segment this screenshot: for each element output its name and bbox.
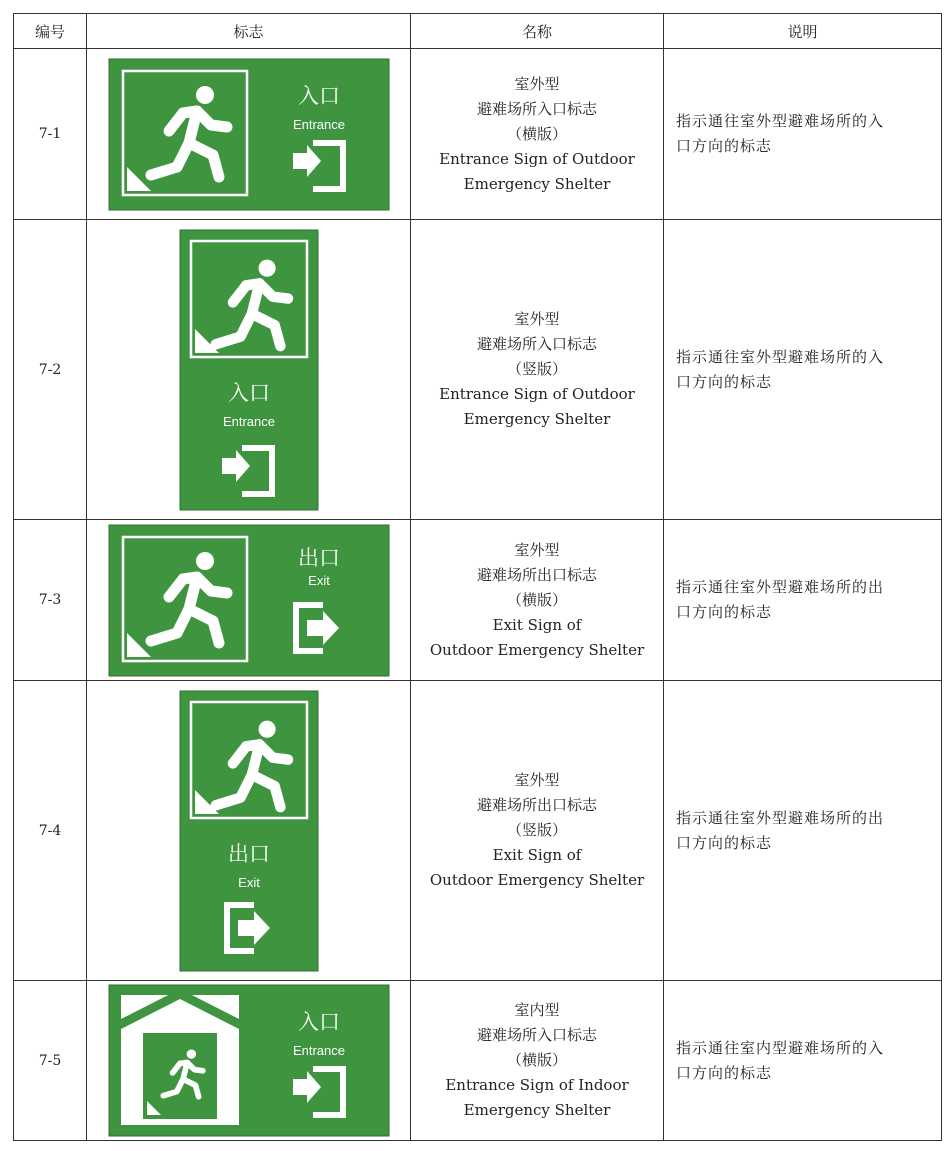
name-line: Exit Sign of xyxy=(492,615,582,634)
entrance-sign-vertical xyxy=(178,228,320,512)
row-sign-cell xyxy=(87,220,411,520)
description-line: 口方向的标志 xyxy=(676,1063,773,1082)
name-line: Emergency Shelter xyxy=(463,1101,611,1119)
name-line: 室内型 xyxy=(514,1001,560,1019)
description-line: 指示通往室外型避难场所的出 xyxy=(676,808,885,827)
name-line: 避难场所入口标志 xyxy=(476,335,597,353)
row-name-cell xyxy=(411,981,664,1141)
row-code: 7-1 xyxy=(14,49,87,220)
row-name-cell xyxy=(411,520,664,681)
row-sign-cell xyxy=(87,49,411,220)
header-desc: 说明 xyxy=(664,14,942,49)
name-line: （横版） xyxy=(506,124,567,143)
description-line: 口方向的标志 xyxy=(676,137,773,155)
row-name-cell xyxy=(411,220,664,520)
exit-sign-vertical xyxy=(178,689,320,973)
name-line: 避难场所入口标志 xyxy=(476,99,597,118)
header-code: 编号 xyxy=(14,14,87,49)
name-line: Outdoor Emergency Shelter xyxy=(429,640,645,659)
name-line: Emergency Shelter xyxy=(463,174,611,193)
sign-title-en: Entrance xyxy=(222,413,275,429)
sign-title-cn: 入口 xyxy=(297,1010,340,1034)
row-description-cell xyxy=(664,220,942,520)
sign-title-en: Entrance xyxy=(292,1043,345,1058)
name-line: （竖版） xyxy=(506,821,567,839)
table-row xyxy=(14,220,942,520)
name-line: Exit Sign of xyxy=(492,846,582,864)
table-row xyxy=(14,681,942,981)
row-sign-cell xyxy=(87,520,411,681)
name-line: （竖版） xyxy=(506,360,567,378)
header-row xyxy=(14,14,942,49)
sign-title-cn: 入口 xyxy=(297,83,340,108)
description-line: 口方向的标志 xyxy=(676,372,773,391)
description-line: 口方向的标志 xyxy=(676,833,773,852)
row-code: 7-4 xyxy=(14,681,87,981)
sign-title-cn: 出口 xyxy=(227,841,270,866)
header-name: 名称 xyxy=(411,14,664,49)
row-description-cell xyxy=(664,520,942,681)
name-line: Entrance Sign of Indoor xyxy=(445,1076,629,1094)
sign-title-en: Exit xyxy=(307,572,330,588)
row-name-cell xyxy=(411,681,664,981)
name-line: （横版） xyxy=(506,1051,567,1069)
name-line: 避难场所入口标志 xyxy=(476,1026,597,1044)
sign-title-en: Entrance xyxy=(292,116,345,132)
description-line: 指示通往室内型避难场所的入 xyxy=(676,1038,885,1057)
row-code: 7-3 xyxy=(14,520,87,681)
name-line: Emergency Shelter xyxy=(463,410,611,428)
description-line: 口方向的标志 xyxy=(676,603,773,621)
exit-sign-horizontal xyxy=(107,523,391,678)
name-line: Outdoor Emergency Shelter xyxy=(429,871,645,889)
sign-title-cn: 出口 xyxy=(297,545,340,570)
name-line: 避难场所出口标志 xyxy=(476,565,597,584)
table-row xyxy=(14,981,942,1141)
row-name-cell xyxy=(411,49,664,220)
name-line: Entrance Sign of Outdoor xyxy=(439,385,635,403)
sign-title-en: Exit xyxy=(237,874,260,890)
sign-title-cn: 入口 xyxy=(227,380,270,405)
name-line: 避难场所出口标志 xyxy=(476,796,597,814)
name-line: 室外型 xyxy=(514,771,560,789)
entrance-sign-horizontal xyxy=(107,57,391,212)
row-code: 7-5 xyxy=(14,981,87,1141)
header-sign: 标志 xyxy=(87,14,411,49)
name-line: Entrance Sign of Outdoor xyxy=(439,149,635,168)
row-description-cell xyxy=(664,49,942,220)
table-row xyxy=(14,520,942,681)
description-line: 指示通往室外型避难场所的入 xyxy=(676,347,885,366)
row-sign-cell xyxy=(87,981,411,1141)
name-line: （横版） xyxy=(506,590,567,609)
entrance-sign-horizontal xyxy=(107,983,391,1138)
row-code: 7-2 xyxy=(14,220,87,520)
description-line: 指示通往室外型避难场所的出 xyxy=(676,578,885,596)
name-line: 室外型 xyxy=(514,540,560,559)
indoor-shelter-icon xyxy=(121,989,239,1125)
signs-table xyxy=(13,13,942,1141)
name-line: 室外型 xyxy=(514,310,560,328)
description-line: 指示通往室外型避难场所的入 xyxy=(676,112,885,130)
table-row xyxy=(14,49,942,220)
row-description-cell xyxy=(664,981,942,1141)
name-line: 室外型 xyxy=(514,74,560,93)
row-sign-cell xyxy=(87,681,411,981)
row-description-cell xyxy=(664,681,942,981)
